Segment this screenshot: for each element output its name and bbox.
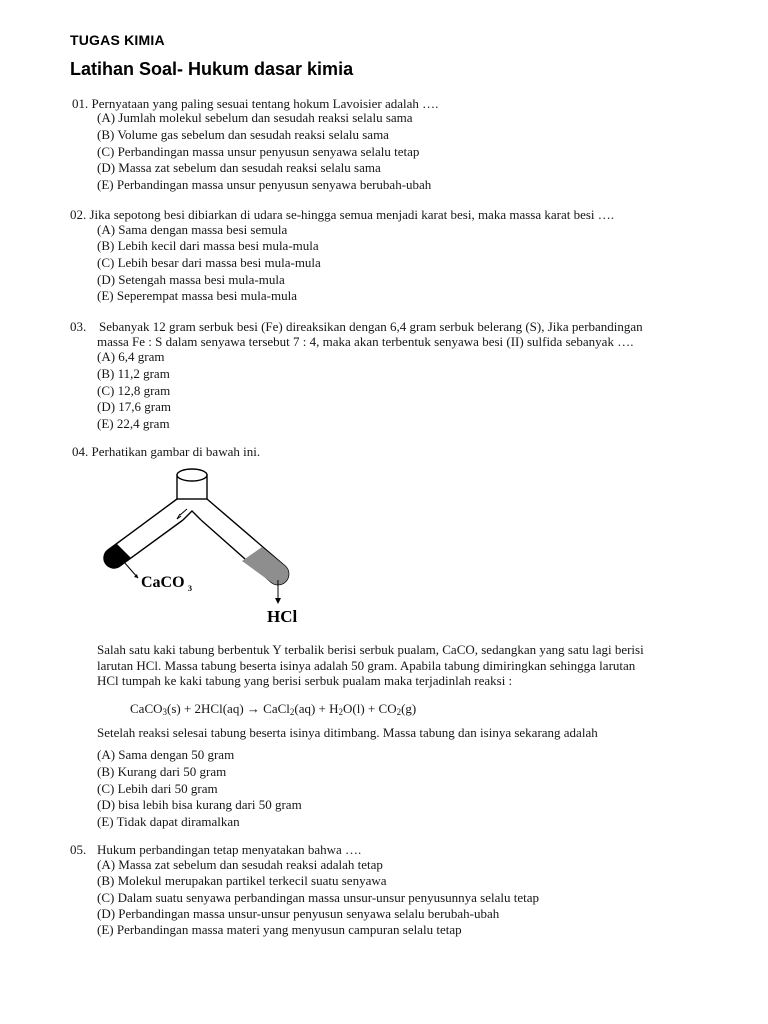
- q5-question: Hukum perbandingan tetap menyatakan bahwa ….: [97, 842, 362, 857]
- q4-reaction-equation: [130, 701, 416, 717]
- q1-option-c: (C) Perbandingan massa unsur penyusun senyawa selalu tetap: [97, 144, 420, 159]
- q3-option-c: (C) 12,8 gram: [97, 383, 171, 398]
- q2-option-c: (C) Lebih besar dari massa besi mula-mula: [97, 255, 321, 270]
- y-tube-figure: [95, 462, 305, 632]
- q5-option-e: (E) Perbandingan massa materi yang menyusun campuran selalu tetap: [97, 922, 462, 937]
- eq-part-caco3: CaCO: [130, 701, 163, 716]
- q4-paragraph-line1: Salah satu kaki tabung berbentuk Y terbalik berisi serbuk pualam, CaCO, sedangkan yang satu lagi berisi: [97, 642, 644, 657]
- q3-option-e: (E) 22,4 gram: [97, 416, 170, 431]
- caco3-label: CaCO: [141, 574, 185, 591]
- q3-option-d: (D) 17,6 gram: [97, 399, 172, 414]
- eq-part-hcl: (s) + 2HCl(aq) → CaCl: [167, 701, 290, 716]
- eq-sub-caco3: 3: [162, 707, 167, 717]
- document-subtitle: Latihan Soal- Hukum dasar kimia: [70, 59, 354, 79]
- q4-option-d: (D) bisa lebih bisa kurang dari 50 gram: [97, 797, 302, 812]
- eq-part-co2: O(l) + CO: [343, 701, 397, 716]
- q3-number: 03.: [70, 319, 87, 334]
- q4-option-b: (B) Kurang dari 50 gram: [97, 764, 227, 779]
- y-tube-icon: [104, 469, 289, 585]
- q5-option-a: (A) Massa zat sebelum dan sesudah reaksi adalah tetap: [97, 857, 383, 872]
- eq-part-h2o: (aq) + H: [294, 701, 339, 716]
- q2-option-e: (E) Seperempat massa besi mula-mula: [97, 288, 297, 303]
- q1-option-d: (D) Massa zat sebelum dan sesudah reaksi selalu sama: [97, 160, 381, 175]
- q4-paragraph-line2: larutan HCl. Massa tabung beserta isinya adalah 50 gram. Apabila tabung dimiringkan sehingga larutan: [97, 658, 636, 673]
- q1-question: 01. Pernyataan yang paling sesuai tentang hokum Lavoisier adalah ….: [72, 96, 439, 111]
- q3-question-line2: massa Fe : S dalam senyawa tersebut 7 : 4, maka akan terbentuk senyawa besi (II) sulfida sebanyak ….: [97, 334, 634, 349]
- eq-sub-co2: 2: [396, 707, 402, 717]
- q4-paragraph-line3: HCl tumpah ke kaki tabung yang berisi serbuk pualam maka terjadinlah reaksi :: [97, 673, 513, 688]
- q4-option-a: (A) Sama dengan 50 gram: [97, 747, 235, 762]
- q5-option-b: (B) Molekul merupakan partikel terkecil suatu senyawa: [97, 873, 387, 888]
- caco3-pointer: [124, 562, 138, 578]
- q5-option-d: (D) Perbandingan massa unsur-unsur penyusun senyawa selalu berubah-ubah: [97, 906, 500, 921]
- eq-sub-h2o: 2: [338, 707, 344, 717]
- eq-sub-cacl2: 2: [289, 707, 295, 717]
- q2-option-a: (A) Sama dengan massa besi semula: [97, 222, 288, 237]
- q4-option-e: (E) Tidak dapat diramalkan: [97, 814, 240, 829]
- q3-question-line1: Sebanyak 12 gram serbuk besi (Fe) direaksikan dengan 6,4 gram serbuk belerang (S), Jika perbandingan: [99, 319, 643, 334]
- document-title: TUGAS KIMIA: [70, 32, 165, 48]
- q2-option-b: (B) Lebih kecil dari massa besi mula-mula: [97, 238, 319, 253]
- eq-part-gas: (g): [401, 701, 417, 716]
- q1-option-a: (A) Jumlah molekul sebelum dan sesudah reaksi selalu sama: [97, 110, 413, 125]
- q4-after-text: Setelah reaksi selesai tabung beserta isinya ditimbang. Massa tabung dan isinya sekarang adalah: [97, 725, 598, 740]
- q3-option-b: (B) 11,2 gram: [97, 366, 170, 381]
- q5-number: 05.: [70, 842, 87, 857]
- q2-option-d: (D) Setengah massa besi mula-mula: [97, 272, 285, 287]
- q5-option-c: (C) Dalam suatu senyawa perbandingan massa unsur-unsur penyusunnya selalu tetap: [97, 890, 539, 905]
- q4-question: 04. Perhatikan gambar di bawah ini.: [72, 444, 261, 459]
- q4-option-c: (C) Lebih dari 50 gram: [97, 781, 218, 796]
- hcl-label: HCl: [267, 607, 298, 626]
- q2-question: 02. Jika sepotong besi dibiarkan di udara se-hingga semua menjadi karat besi, maka massa karat besi ….: [70, 207, 615, 222]
- q1-option-e: (E) Perbandingan massa unsur penyusun senyawa berubah-ubah: [97, 177, 432, 192]
- caco3-label-subscript: 3: [188, 584, 192, 593]
- q1-option-b: (B) Volume gas sebelum dan sesudah reaksi selalu sama: [97, 127, 389, 142]
- q3-option-a: (A) 6,4 gram: [97, 349, 165, 364]
